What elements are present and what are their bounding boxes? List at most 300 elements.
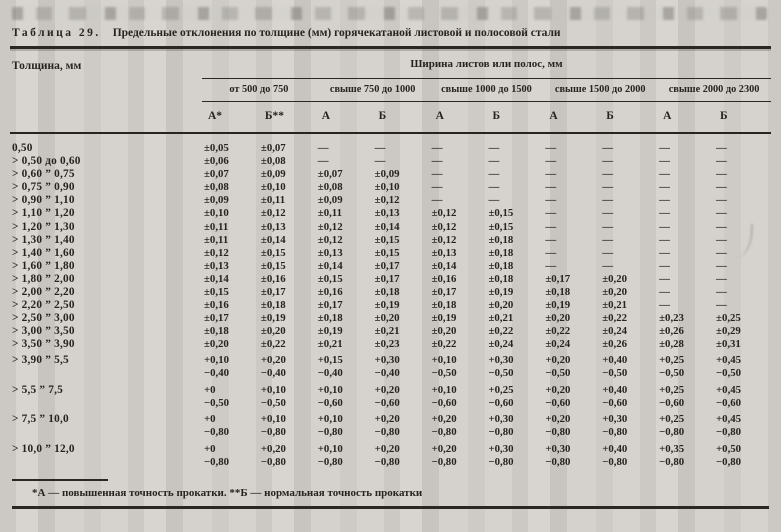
value-cell — [259, 441, 316, 471]
value-cell — [543, 381, 600, 411]
thickness-cell: > 0,60 ” 0,75 — [12, 168, 75, 181]
value-line: −0,40 — [317, 367, 343, 380]
thickness-cell: > 10,0 ” 12,0 — [12, 443, 75, 456]
value-cell: ±0,16 — [431, 272, 457, 285]
value-cell: — — [317, 142, 329, 154]
value-cell: — — [374, 155, 386, 168]
value-line: +0,20 — [260, 354, 286, 366]
value-cell: ±0,15 — [260, 246, 286, 259]
value-line: −0,50 — [716, 367, 742, 380]
table-row — [10, 312, 771, 325]
value-cell: ±0,08 — [260, 155, 286, 168]
bottom-divider — [12, 506, 769, 509]
value-line: −0,80 — [374, 426, 400, 439]
value-cell: ±0,19 — [374, 299, 400, 312]
table-row — [10, 325, 771, 338]
value-cell: — — [545, 220, 557, 233]
value-line: +0,20 — [545, 413, 571, 426]
value-line: −0,80 — [716, 426, 742, 439]
table-row — [10, 234, 771, 247]
value-cell — [430, 411, 487, 441]
value-line: +0,20 — [431, 443, 457, 456]
value-cell — [657, 381, 714, 411]
table-row — [10, 299, 771, 312]
value-cell: ±0,14 — [260, 233, 286, 246]
value-cell: ±0,08 — [317, 181, 343, 194]
thickness-cell: > 0,75 ” 0,90 — [12, 181, 75, 194]
value-cell — [714, 381, 771, 411]
value-cell: ±0,23 — [659, 312, 684, 325]
value-cell: ±0,13 — [374, 207, 400, 220]
value-line: −0,60 — [545, 396, 571, 409]
table-row — [10, 155, 771, 168]
value-cell — [657, 441, 714, 471]
table-row — [10, 133, 771, 155]
value-line: +0,50 — [716, 443, 742, 456]
value-line: +0,25 — [659, 413, 685, 426]
value-line: −0,80 — [317, 426, 343, 439]
precision-class-header: Б — [373, 102, 430, 134]
value-line: −0,50 — [204, 396, 230, 409]
value-line: −0,50 — [488, 367, 514, 380]
value-cell: — — [374, 142, 386, 154]
value-cell: — — [659, 299, 670, 312]
value-cell — [600, 381, 657, 411]
value-line: −0,80 — [716, 456, 742, 469]
value-cell: ±0,18 — [260, 299, 286, 312]
value-line: −0,80 — [431, 456, 457, 469]
table-row — [10, 273, 771, 286]
value-line: +0,20 — [374, 443, 400, 456]
value-cell — [259, 352, 316, 382]
value-line: +0,35 — [659, 443, 685, 456]
value-cell: ±0,07 — [260, 142, 286, 154]
value-cell: ±0,19 — [317, 325, 343, 338]
value-cell: ±0,18 — [317, 312, 343, 325]
value-cell: — — [716, 207, 727, 220]
value-cell: ±0,14 — [317, 259, 343, 272]
value-cell: — — [659, 181, 670, 194]
thickness-cell: 0,50 — [12, 142, 33, 154]
value-line: +0,10 — [317, 383, 343, 396]
value-line: +0,10 — [260, 413, 286, 426]
value-line: +0,10 — [317, 413, 343, 426]
value-cell — [600, 411, 657, 441]
value-cell: ±0,09 — [374, 168, 400, 181]
precision-class-header: А — [657, 102, 714, 134]
value-cell: — — [716, 220, 727, 233]
value-cell: ±0,12 — [260, 207, 286, 220]
value-cell: — — [716, 168, 727, 181]
value-cell: ±0,17 — [374, 259, 400, 272]
value-cell: — — [602, 181, 614, 194]
value-cell: ±0,15 — [260, 259, 286, 272]
thickness-cell: > 1,80 ” 2,00 — [12, 272, 75, 285]
value-cell: ±0,18 — [488, 259, 514, 272]
value-cell: ±0,16 — [260, 272, 286, 285]
precision-class-header: Б — [714, 102, 771, 134]
value-cell: ±0,11 — [204, 233, 229, 246]
value-cell — [373, 411, 430, 441]
value-line: +0,45 — [716, 413, 742, 426]
value-cell: — — [317, 155, 329, 168]
value-line: +0,45 — [716, 383, 742, 396]
value-cell: — — [602, 142, 614, 154]
value-cell: ±0,17 — [260, 286, 286, 299]
value-cell: ±0,16 — [317, 286, 343, 299]
value-line: −0,60 — [431, 396, 457, 409]
table-row — [10, 181, 771, 194]
value-cell: ±0,15 — [204, 286, 229, 299]
value-line: +0 — [204, 383, 216, 396]
table-number-label: Таблица 29. — [12, 27, 101, 39]
value-cell: ±0,20 — [545, 312, 571, 325]
value-cell: ±0,21 — [488, 312, 514, 325]
value-cell: ±0,18 — [204, 325, 229, 338]
value-line: −0,80 — [659, 456, 685, 469]
deviation-table — [10, 49, 771, 470]
value-cell: — — [659, 194, 670, 207]
value-cell: — — [659, 286, 670, 299]
value-cell: ±0,07 — [204, 168, 229, 181]
value-line: +0,20 — [431, 413, 457, 426]
value-cell: ±0,09 — [260, 168, 286, 181]
value-cell: — — [545, 168, 557, 181]
value-line: −0,80 — [204, 426, 230, 439]
value-line: −0,80 — [488, 426, 514, 439]
value-cell: ±0,26 — [602, 338, 628, 351]
value-cell — [316, 441, 373, 471]
value-cell: ±0,26 — [659, 325, 684, 338]
value-cell — [486, 381, 543, 411]
value-cell: ±0,12 — [431, 220, 457, 233]
value-cell: ±0,25 — [716, 312, 741, 325]
value-cell: ±0,17 — [374, 272, 400, 285]
thickness-cell: > 3,90 ” 5,5 — [12, 354, 69, 366]
value-cell: ±0,28 — [659, 338, 684, 351]
table-row — [10, 441, 771, 471]
value-line: −0,80 — [488, 456, 514, 469]
value-cell: — — [659, 155, 670, 168]
value-line: +0,40 — [602, 443, 628, 456]
value-cell: — — [602, 207, 614, 220]
value-cell: ±0,10 — [260, 181, 286, 194]
value-cell: ±0,15 — [374, 246, 400, 259]
value-line: +0,30 — [488, 443, 514, 456]
value-cell — [430, 441, 487, 471]
width-range-header: свыше 750 до 1000 — [316, 79, 430, 102]
value-cell: ±0,12 — [204, 246, 229, 259]
value-cell: — — [602, 168, 614, 181]
value-cell: ±0,19 — [431, 312, 457, 325]
value-cell: — — [488, 142, 500, 154]
value-cell: — — [431, 168, 443, 181]
value-cell: — — [545, 259, 557, 272]
value-cell: — — [716, 246, 727, 259]
width-range-header: свыше 1000 до 1500 — [430, 79, 544, 102]
thickness-cell: > 3,00 ” 3,50 — [12, 325, 75, 338]
value-cell: ±0,19 — [545, 299, 571, 312]
precision-class-header: А* — [202, 102, 259, 134]
value-cell — [543, 352, 600, 382]
value-cell — [316, 411, 373, 441]
value-cell: — — [716, 299, 727, 312]
value-cell: ±0,13 — [260, 220, 286, 233]
value-line: +0,10 — [317, 443, 343, 456]
value-cell: — — [602, 220, 614, 233]
value-cell: ±0,18 — [545, 286, 571, 299]
page-title — [12, 27, 771, 39]
value-cell: ±0,18 — [488, 272, 514, 285]
value-cell: — — [431, 194, 443, 207]
value-line: −0,60 — [488, 396, 514, 409]
value-cell: — — [545, 181, 557, 194]
value-cell: — — [716, 181, 727, 194]
value-line: −0,80 — [260, 426, 286, 439]
value-cell — [430, 381, 487, 411]
value-cell: — — [602, 233, 614, 246]
value-cell — [373, 381, 430, 411]
value-line: +0 — [204, 413, 216, 426]
width-range-header: от 500 до 750 — [202, 79, 316, 102]
value-line: −0,40 — [260, 367, 286, 380]
thickness-column-header: Толщина, мм — [10, 49, 202, 133]
value-line: +0,45 — [716, 354, 742, 366]
value-cell: ±0,08 — [204, 181, 229, 194]
value-cell: ±0,15 — [488, 207, 514, 220]
value-line: +0,20 — [374, 383, 400, 396]
value-cell: — — [659, 233, 670, 246]
value-cell: — — [488, 194, 500, 207]
value-cell: ±0,06 — [204, 155, 229, 168]
value-cell: ±0,12 — [374, 194, 400, 207]
value-line: +0 — [204, 443, 216, 456]
value-cell: ±0,20 — [431, 325, 457, 338]
value-cell: ±0,15 — [488, 220, 514, 233]
value-cell: — — [602, 155, 614, 168]
value-cell: ±0,13 — [317, 246, 343, 259]
value-cell: ±0,22 — [431, 338, 457, 351]
table-row — [10, 352, 771, 382]
value-cell: ±0,22 — [602, 312, 628, 325]
value-line: +0,10 — [431, 354, 457, 366]
value-line: −0,80 — [659, 426, 685, 439]
value-cell — [202, 441, 259, 471]
value-cell: ±0,05 — [204, 142, 229, 154]
scan-noise-band — [12, 7, 767, 20]
value-line: +0,30 — [488, 354, 514, 366]
value-line: −0,50 — [431, 367, 457, 380]
value-cell: ±0,12 — [431, 207, 457, 220]
value-cell: — — [488, 168, 500, 181]
value-cell: — — [431, 142, 443, 154]
value-cell: — — [716, 259, 727, 272]
table-row — [10, 207, 771, 220]
value-line: −0,60 — [317, 396, 343, 409]
value-cell: ±0,24 — [602, 325, 628, 338]
value-cell: ±0,20 — [374, 312, 400, 325]
value-cell — [486, 411, 543, 441]
value-cell: ±0,29 — [716, 325, 741, 338]
value-line: +0,30 — [545, 443, 571, 456]
precision-class-header: Б — [600, 102, 657, 134]
thickness-cell: > 2,00 ” 2,20 — [12, 286, 75, 299]
value-cell: — — [545, 233, 557, 246]
value-cell: — — [659, 272, 670, 285]
thickness-cell: > 3,50 ” 3,90 — [12, 338, 75, 351]
value-cell: — — [488, 181, 500, 194]
value-cell: — — [716, 233, 727, 246]
value-cell: ±0,21 — [317, 338, 343, 351]
value-cell — [714, 352, 771, 382]
value-line: −0,80 — [431, 426, 457, 439]
value-cell: — — [545, 142, 557, 154]
value-cell — [259, 381, 316, 411]
value-line: −0,80 — [602, 426, 628, 439]
thickness-cell: > 7,5 ” 10,0 — [12, 413, 69, 426]
value-cell: — — [716, 194, 727, 207]
value-line: +0,20 — [374, 413, 400, 426]
value-cell: — — [659, 142, 670, 154]
value-line: −0,40 — [374, 367, 400, 380]
value-cell: ±0,19 — [488, 286, 514, 299]
value-cell: ±0,09 — [204, 194, 229, 207]
value-cell: ±0,18 — [431, 299, 457, 312]
value-cell: — — [659, 168, 670, 181]
value-cell: — — [488, 155, 500, 168]
table-title: Предельные отклонения по толщине (мм) горячекатаной листовой и полосовой стали — [112, 27, 561, 39]
value-line: −0,80 — [317, 456, 343, 469]
table-header — [10, 49, 771, 133]
footnote-divider — [12, 479, 108, 481]
value-cell — [373, 352, 430, 382]
value-line: +0,30 — [374, 354, 400, 366]
value-cell: — — [716, 142, 727, 154]
value-cell: — — [659, 220, 670, 233]
value-line: +0,40 — [602, 383, 628, 396]
value-cell: ±0,18 — [488, 233, 514, 246]
value-line: +0,10 — [431, 383, 457, 396]
thickness-cell: > 1,40 ” 1,60 — [12, 246, 75, 259]
value-cell: ±0,31 — [716, 338, 741, 351]
table-row — [10, 194, 771, 207]
value-cell: ±0,21 — [374, 325, 400, 338]
value-line: −0,80 — [545, 426, 571, 439]
value-cell: ±0,12 — [317, 220, 343, 233]
width-range-header: свыше 2000 до 2300 — [657, 79, 771, 102]
table-row — [10, 411, 771, 441]
value-cell: ±0,14 — [374, 220, 400, 233]
value-cell: — — [716, 155, 727, 168]
value-line: +0,40 — [602, 354, 628, 366]
value-line: −0,60 — [659, 396, 685, 409]
thickness-cell: > 1,10 ” 1,20 — [12, 207, 75, 220]
width-group-title: Ширина листов или полос, мм — [202, 49, 771, 79]
precision-class-header: Б — [486, 102, 543, 134]
thickness-cell: > 0,90 ” 1,10 — [12, 194, 75, 207]
table-row — [10, 338, 771, 351]
value-line: +0,25 — [659, 383, 685, 396]
value-line: +0,20 — [260, 443, 286, 456]
thickness-cell: > 5,5 ” 7,5 — [12, 383, 64, 396]
value-cell: ±0,11 — [260, 194, 286, 207]
value-cell: — — [431, 181, 443, 194]
value-cell: ±0,17 — [545, 272, 571, 285]
value-line: +0,25 — [659, 354, 685, 366]
value-line: −0,80 — [204, 456, 230, 469]
value-cell — [430, 352, 487, 382]
value-cell: ±0,17 — [317, 299, 343, 312]
value-cell — [202, 352, 259, 382]
value-cell — [600, 441, 657, 471]
value-cell: ±0,10 — [204, 207, 229, 220]
value-line: +0,30 — [488, 413, 514, 426]
value-cell: — — [545, 207, 557, 220]
value-cell: ±0,15 — [374, 233, 400, 246]
value-line: −0,50 — [602, 367, 628, 380]
value-cell: — — [545, 194, 557, 207]
value-cell — [486, 441, 543, 471]
table-row — [10, 260, 771, 273]
value-cell: ±0,11 — [204, 220, 229, 233]
thickness-cell: > 2,20 ” 2,50 — [12, 299, 75, 312]
value-cell — [657, 411, 714, 441]
value-cell: ±0,14 — [204, 272, 229, 285]
value-cell: ±0,20 — [260, 325, 286, 338]
value-line: +0,25 — [488, 383, 514, 396]
value-cell: ±0,22 — [545, 325, 571, 338]
table-row — [10, 168, 771, 181]
value-cell: ±0,12 — [431, 233, 457, 246]
thickness-cell: > 1,30 ” 1,40 — [12, 233, 75, 246]
value-line: −0,40 — [204, 367, 230, 380]
value-cell — [373, 441, 430, 471]
value-cell: ±0,20 — [602, 286, 628, 299]
precision-class-header: А — [316, 102, 373, 134]
value-cell — [543, 441, 600, 471]
value-cell: ±0,24 — [545, 338, 571, 351]
value-cell: ±0,23 — [374, 338, 400, 351]
value-line: −0,80 — [602, 456, 628, 469]
value-line: +0,20 — [545, 383, 571, 396]
width-range-header: свыше 1500 до 2000 — [543, 79, 657, 102]
value-cell: — — [716, 286, 727, 299]
thickness-cell: > 0,50 до 0,60 — [12, 155, 81, 168]
value-line: +0,10 — [260, 383, 286, 396]
value-line: −0,80 — [374, 456, 400, 469]
value-cell: ±0,20 — [602, 272, 628, 285]
table-row — [10, 247, 771, 260]
footnote: *А — повышенная точность прокатки. **Б — нормальная точность прокатки — [32, 487, 423, 500]
value-cell: — — [602, 259, 614, 272]
value-cell — [316, 352, 373, 382]
value-cell: ±0,17 — [204, 312, 229, 325]
value-cell: — — [659, 259, 670, 272]
value-cell — [202, 381, 259, 411]
value-cell: — — [545, 155, 557, 168]
value-cell: ±0,24 — [488, 338, 514, 351]
value-cell: ±0,20 — [488, 299, 514, 312]
value-cell: ±0,18 — [374, 286, 400, 299]
thickness-cell: > 2,50 ” 3,00 — [12, 312, 75, 325]
table-row — [10, 286, 771, 299]
value-cell: ±0,21 — [602, 299, 628, 312]
value-cell: ±0,11 — [317, 207, 343, 220]
value-cell: ±0,19 — [260, 312, 286, 325]
value-cell — [714, 411, 771, 441]
value-line: −0,50 — [545, 367, 571, 380]
table-row — [10, 221, 771, 234]
